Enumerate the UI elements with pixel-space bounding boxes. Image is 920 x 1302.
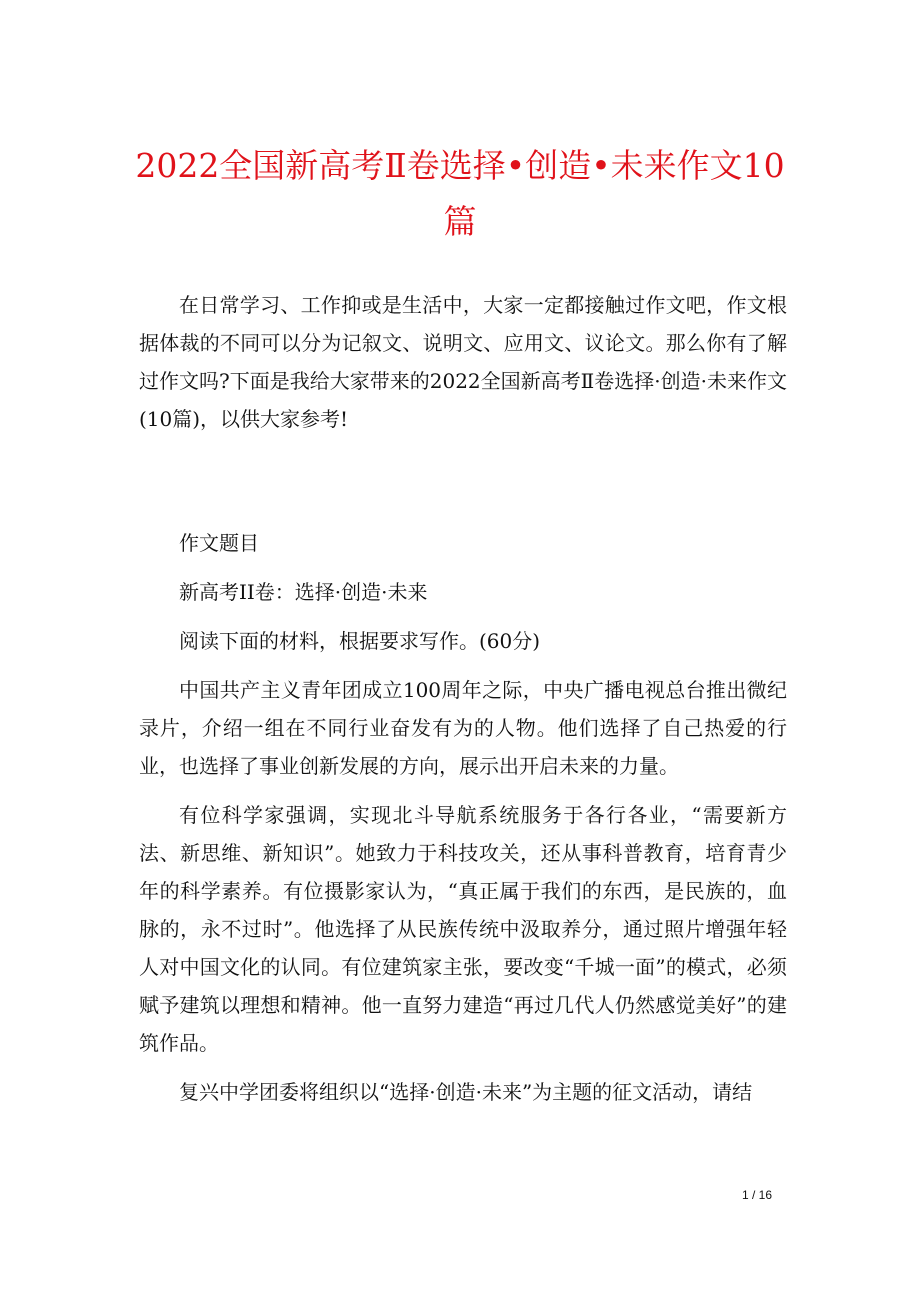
- intro-paragraph: 在日常学习、工作抑或是生活中，大家一定都接触过作文吧，作文根据体裁的不同可以分为记叙文、说明文、应用文、议论文。那么你有了解过作文吗?下面是我给大家带来的2022全国新高考Ⅱ卷选择·创造·未来作文(10篇)，以供大家参考!: [139, 293, 787, 431]
- material-paragraph-3: 复兴中学团委将组织以“选择·创造·未来”为主题的征文活动，请结: [179, 1080, 753, 1104]
- material-paragraph-2: 有位科学家强调，实现北斗导航系统服务于各行各业，“需要新方法、新思维、新知识”。她致力于科技攻关，还从事科普教育，培育青少年的科学素养。有位摄影家认为，“真正属于我们的东西，是民族的，血脉的，永不过时”。他选择了从民族传统中汲取养分，通过照片增强年轻人对中国文化的认同。有位建筑家主张，要改变“千城一面”的模式，必须赋予建筑以理想和精神。他一直努力建造“再过几代人仍然感觉美好”的建筑作品。: [139, 803, 787, 1055]
- material-paragraph-1: 中国共产主义青年团成立100周年之际，中央广播电视总台推出微纪录片，介绍一组在不同行业奋发有为的人物。他们选择了自己热爱的行业，也选择了事业创新发展的方向，展示出开启未来的力量。: [139, 678, 787, 778]
- page-indicator: 1 / 16: [741, 1188, 772, 1202]
- document-title: 2022全国新高考Ⅱ卷选择•创造•未来作文10篇: [135, 146, 785, 241]
- instruction-paragraph: 阅读下面的材料，根据要求写作。(60分): [179, 629, 541, 653]
- document-body: [139, 286, 787, 1111]
- exam-subtitle: 新高考II卷：选择·创造·未来: [179, 580, 428, 604]
- section-heading: 作文题目: [179, 531, 259, 555]
